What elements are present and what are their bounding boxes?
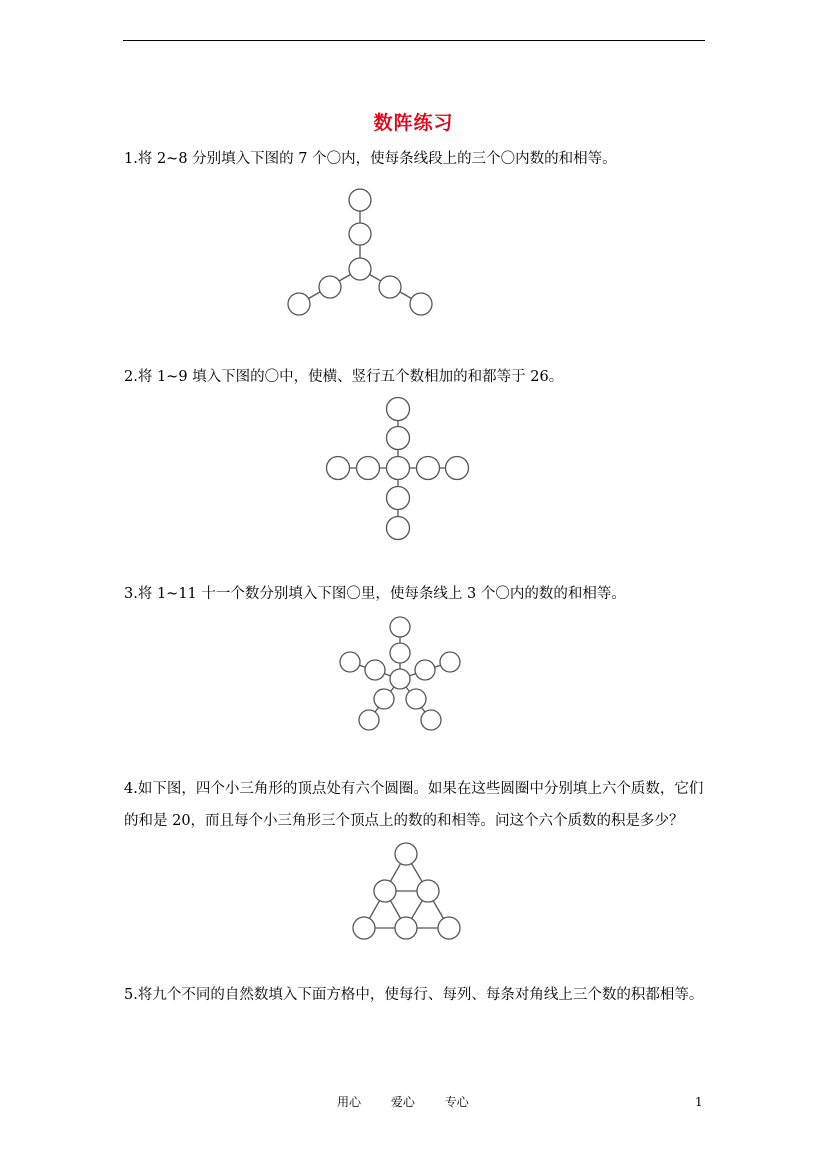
circle-node[interactable] [410, 293, 432, 315]
circle-node[interactable] [390, 643, 410, 663]
circle-node[interactable] [374, 880, 396, 902]
question-1-text: 1.将 2~8 分别填入下图的 7 个〇内，使每条线段上的三个〇内数的和相等。 [124, 151, 617, 167]
circle-node[interactable] [327, 457, 350, 480]
circle-node[interactable] [319, 276, 341, 298]
circle-node[interactable] [340, 652, 360, 672]
circle-node[interactable] [353, 917, 375, 939]
page-number: 1 [695, 1095, 703, 1109]
circle-node[interactable] [365, 660, 385, 680]
footer-text [337, 1093, 495, 1110]
footer-item: 爱心 [390, 1095, 415, 1109]
circle-node[interactable] [349, 189, 371, 211]
circle-node[interactable] [440, 652, 460, 672]
circle-node[interactable] [379, 276, 401, 298]
circle-node[interactable] [395, 843, 417, 865]
circle-node[interactable] [438, 917, 460, 939]
circle-node[interactable] [387, 427, 410, 450]
circle-node[interactable] [357, 457, 380, 480]
circle-node[interactable] [415, 660, 435, 680]
circle-node[interactable] [417, 457, 440, 480]
circle-node[interactable] [387, 517, 410, 540]
circle-node[interactable] [417, 880, 439, 902]
circle-node[interactable] [288, 293, 310, 315]
question-5-text: 5.将九个不同的自然数填入下面方格中，使每行、每列、每条对角线上三个数的积都相等。 [124, 987, 704, 1003]
circle-node[interactable] [421, 710, 441, 730]
circle-node[interactable] [387, 487, 410, 510]
footer-item: 专心 [444, 1095, 469, 1109]
circle-node[interactable] [387, 398, 410, 421]
circle-node[interactable] [387, 457, 410, 480]
circle-node[interactable] [349, 223, 371, 245]
circle-node[interactable] [406, 689, 426, 709]
header-rule [123, 40, 705, 41]
page-title: 数阵练习 [373, 112, 454, 134]
circle-node[interactable] [374, 689, 394, 709]
question-3-text: 3.将 1~11 十一个数分别填入下图〇里，使每条线上 3 个〇内的数的和相等。 [124, 586, 626, 602]
circle-node[interactable] [359, 710, 379, 730]
circle-node[interactable] [446, 457, 469, 480]
circle-node[interactable] [395, 917, 417, 939]
question-4-text: 4.如下图，四个小三角形的顶点处有六个圆圈。如果在这些圆圈中分别填上六个质数，它们的和是 20，而且每个小三角形三个顶点上的数的和相等。问这个六个质数的积是多少？ [124, 781, 704, 829]
circle-node[interactable] [349, 258, 371, 280]
circle-node[interactable] [390, 669, 410, 689]
circle-node[interactable] [390, 617, 410, 637]
footer-item: 用心 [337, 1095, 362, 1109]
question-2-text: 2.将 1~9 填入下图的〇中，使横、竖行五个数相加的和都等于 26。 [124, 369, 564, 385]
